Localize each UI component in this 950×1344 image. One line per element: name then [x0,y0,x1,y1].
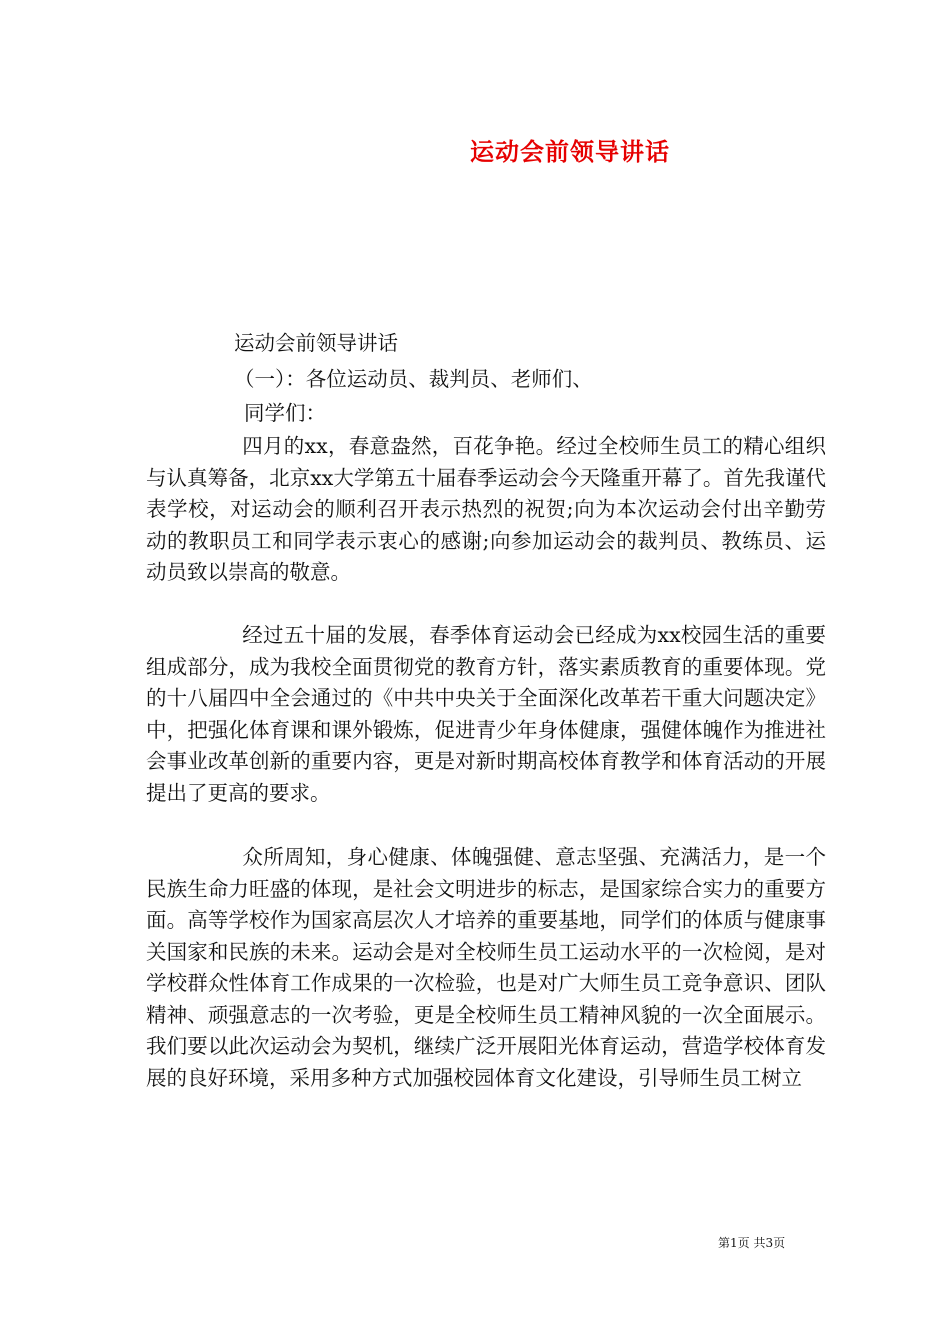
page-footer: 第1页 共3页 [718,1236,786,1250]
paragraph-1 [146,431,826,589]
paragraph-2-text: 经过五十届的发展，春季体育运动会已经成为xx校园生活的重要组成部分，成为我校全面贯彻党的教育方针，落实素质教育的重要体现。党的十八届四中全会通过的《中共中央关于全面深化改革若干重大问题决定》中，把强化体育课和课外锻炼，促进青少年身体健康，强健体魄作为推进社会事业改革创新的重要内容，更是对新时期高校体育教学和体育活动的开展提出了更高的要求。 [146,623,826,805]
paragraph-3 [146,842,826,1094]
paragraph-2 [146,620,826,809]
paragraph-1-text: 四月的xx，春意盎然，百花争艳。经过全校师生员工的精心组织与认真筹备，北京xx大学第五十届春季运动会今天隆重开幕了。首先我谨代表学校，对运动会的顺利召开表示热烈的祝贺;向为本次运动会付出辛勤劳动的教职员工和同学表示衷心的感谢;向参加运动会的裁判员、教练员、运动员致以崇高的敬意。 [146,434,826,584]
page-title: 运动会前领导讲话 [470,137,670,166]
paragraph-3-text: 众所周知，身心健康、体魄强健、意志坚强、充满活力，是一个民族生命力旺盛的体现，是社会文明进步的标志，是国家综合实力的重要方面。高等学校作为国家高层次人才培养的重要基地，同学们的体质与健康事关国家和民族的未来。运动会是对全校师生员工运动水平的一次检阅，是对学校群众性体育工作成果的一次检验，也是对广大师生员工竞争意识、团队精神、顽强意志的一次考验，更是全校师生员工精神风貌的一次全面展示。我们要以此次运动会为契机，继续广泛开展阳光体育运动，营造学校体育发展的良好环境，采用多种方式加强校园体育文化建设，引导师生员工树立 [146,845,826,1090]
speech-heading: 运动会前领导讲话 [234,331,398,355]
salutation-line-2: 同学们： [244,401,326,425]
salutation-line-1: （一）：各位运动员、裁判员、老师们、 [234,367,593,391]
